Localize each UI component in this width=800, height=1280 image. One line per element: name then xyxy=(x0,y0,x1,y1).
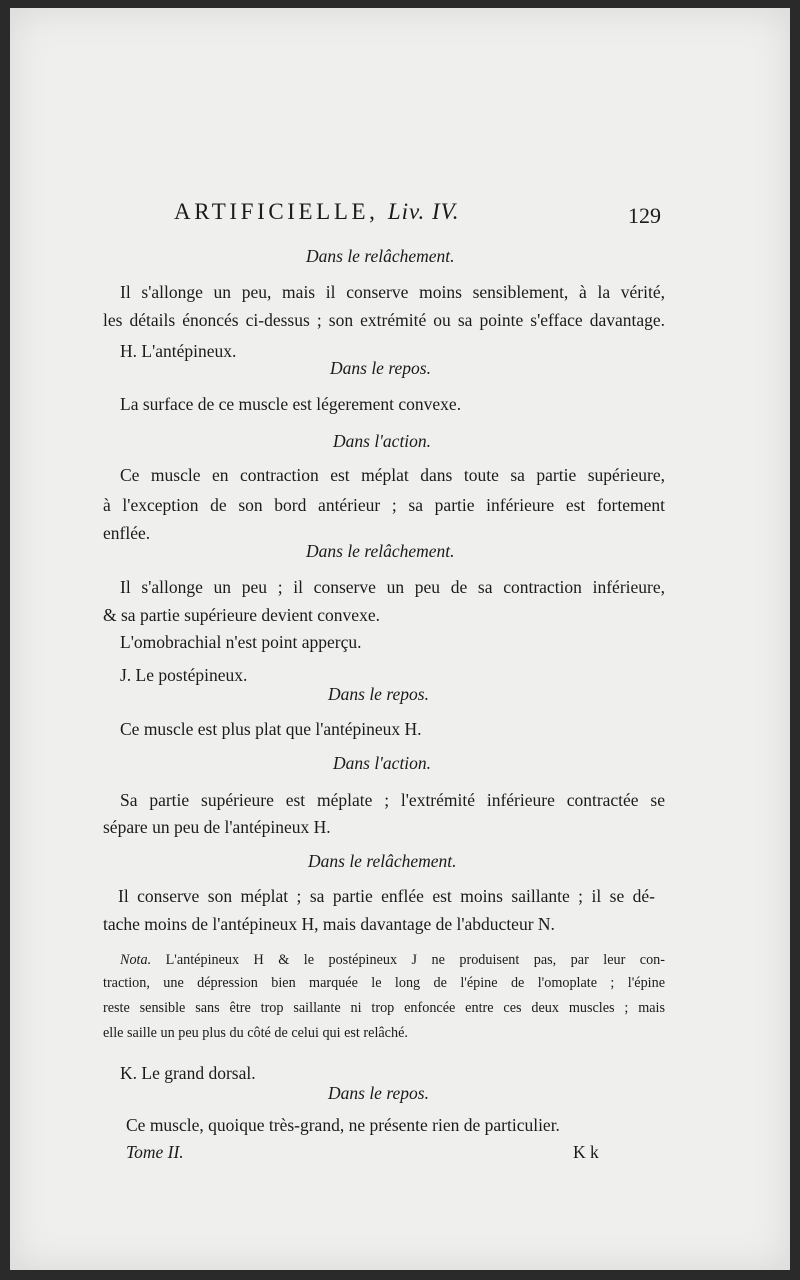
section-heading-postepineux: J. Le postépineux. xyxy=(120,665,248,685)
subheading-relachement: Dans le relâchement. xyxy=(308,851,457,871)
paragraph-line: Ce muscle est plus plat que l'antépineux H. xyxy=(120,719,422,739)
nota-line xyxy=(120,950,665,970)
subheading-repos: Dans le repos. xyxy=(328,1083,429,1103)
subheading-repos: Dans le repos. xyxy=(328,684,429,704)
page-number: 129 xyxy=(628,203,661,228)
nota-line: elle saille un peu plus du côté de celui qui est relâché. xyxy=(103,1025,408,1041)
paragraph-line: Sa partie supérieure est méplate ; l'extrémité inférieure contractée se xyxy=(120,790,665,810)
section-heading-grand-dorsal: K. Le grand dorsal. xyxy=(120,1063,256,1083)
paragraph-line: L'omobrachial n'est point apperçu. xyxy=(120,632,362,652)
paragraph-line: Il s'allonge un peu, mais il conserve moins sensiblement, à la vérité, xyxy=(120,282,665,302)
paragraph-line: tache moins de l'antépineux H, mais davantage de l'abducteur N. xyxy=(103,914,555,934)
subheading-action: Dans l'action. xyxy=(333,753,432,773)
paragraph-line: & sa partie supérieure devient convexe. xyxy=(103,605,380,625)
section-heading-antepineux: H. L'antépineux. xyxy=(120,341,237,361)
paragraph-line: Ce muscle en contraction est méplat dans toute sa partie supérieure, xyxy=(120,465,665,485)
paragraph-line: les détails énoncés ci-dessus ; son extrémité ou sa pointe s'efface davantage. xyxy=(103,310,665,330)
nota-text: L'antépineux H & le postépineux J ne produisent pas, par leur con- xyxy=(165,952,666,968)
subheading-relachement: Dans le relâchement. xyxy=(306,541,455,561)
nota-line: reste sensible sans être trop saillante ni trop enfoncée entre ces deux muscles ; mais xyxy=(103,1000,665,1016)
nota-label: Nota. xyxy=(120,952,152,968)
paragraph-line: Il s'allonge un peu ; il conserve un peu de sa contraction inférieure, xyxy=(120,577,665,597)
subheading-repos: Dans le repos. xyxy=(330,358,431,378)
paragraph-line: Il conserve son méplat ; sa partie enflée est moins saillante ; il se dé- xyxy=(118,886,655,906)
paragraph-line: sépare un peu de l'antépineux H. xyxy=(103,817,331,837)
subheading-relachement: Dans le relâchement. xyxy=(306,246,455,266)
running-head xyxy=(174,199,460,225)
subheading-action: Dans l'action. xyxy=(333,431,432,451)
footer-signature: K k xyxy=(573,1142,599,1162)
nota-line: traction, une dépression bien marquée le long de l'épine de l'omoplate ; l'épine xyxy=(103,975,665,991)
paragraph-line: Ce muscle, quoique très-grand, ne présente rien de particulier. xyxy=(126,1115,560,1135)
footer-volume: Tome II. xyxy=(126,1142,184,1162)
running-head-title: ARTIFICIELLE, xyxy=(174,199,379,224)
paragraph-line: La surface de ce muscle est légerement convexe. xyxy=(120,394,462,414)
running-head-book: Liv. IV. xyxy=(387,199,460,224)
paragraph-line: à l'exception de son bord antérieur ; sa partie inférieure est fortement xyxy=(103,495,665,515)
paragraph-line: enflée. xyxy=(103,523,151,543)
